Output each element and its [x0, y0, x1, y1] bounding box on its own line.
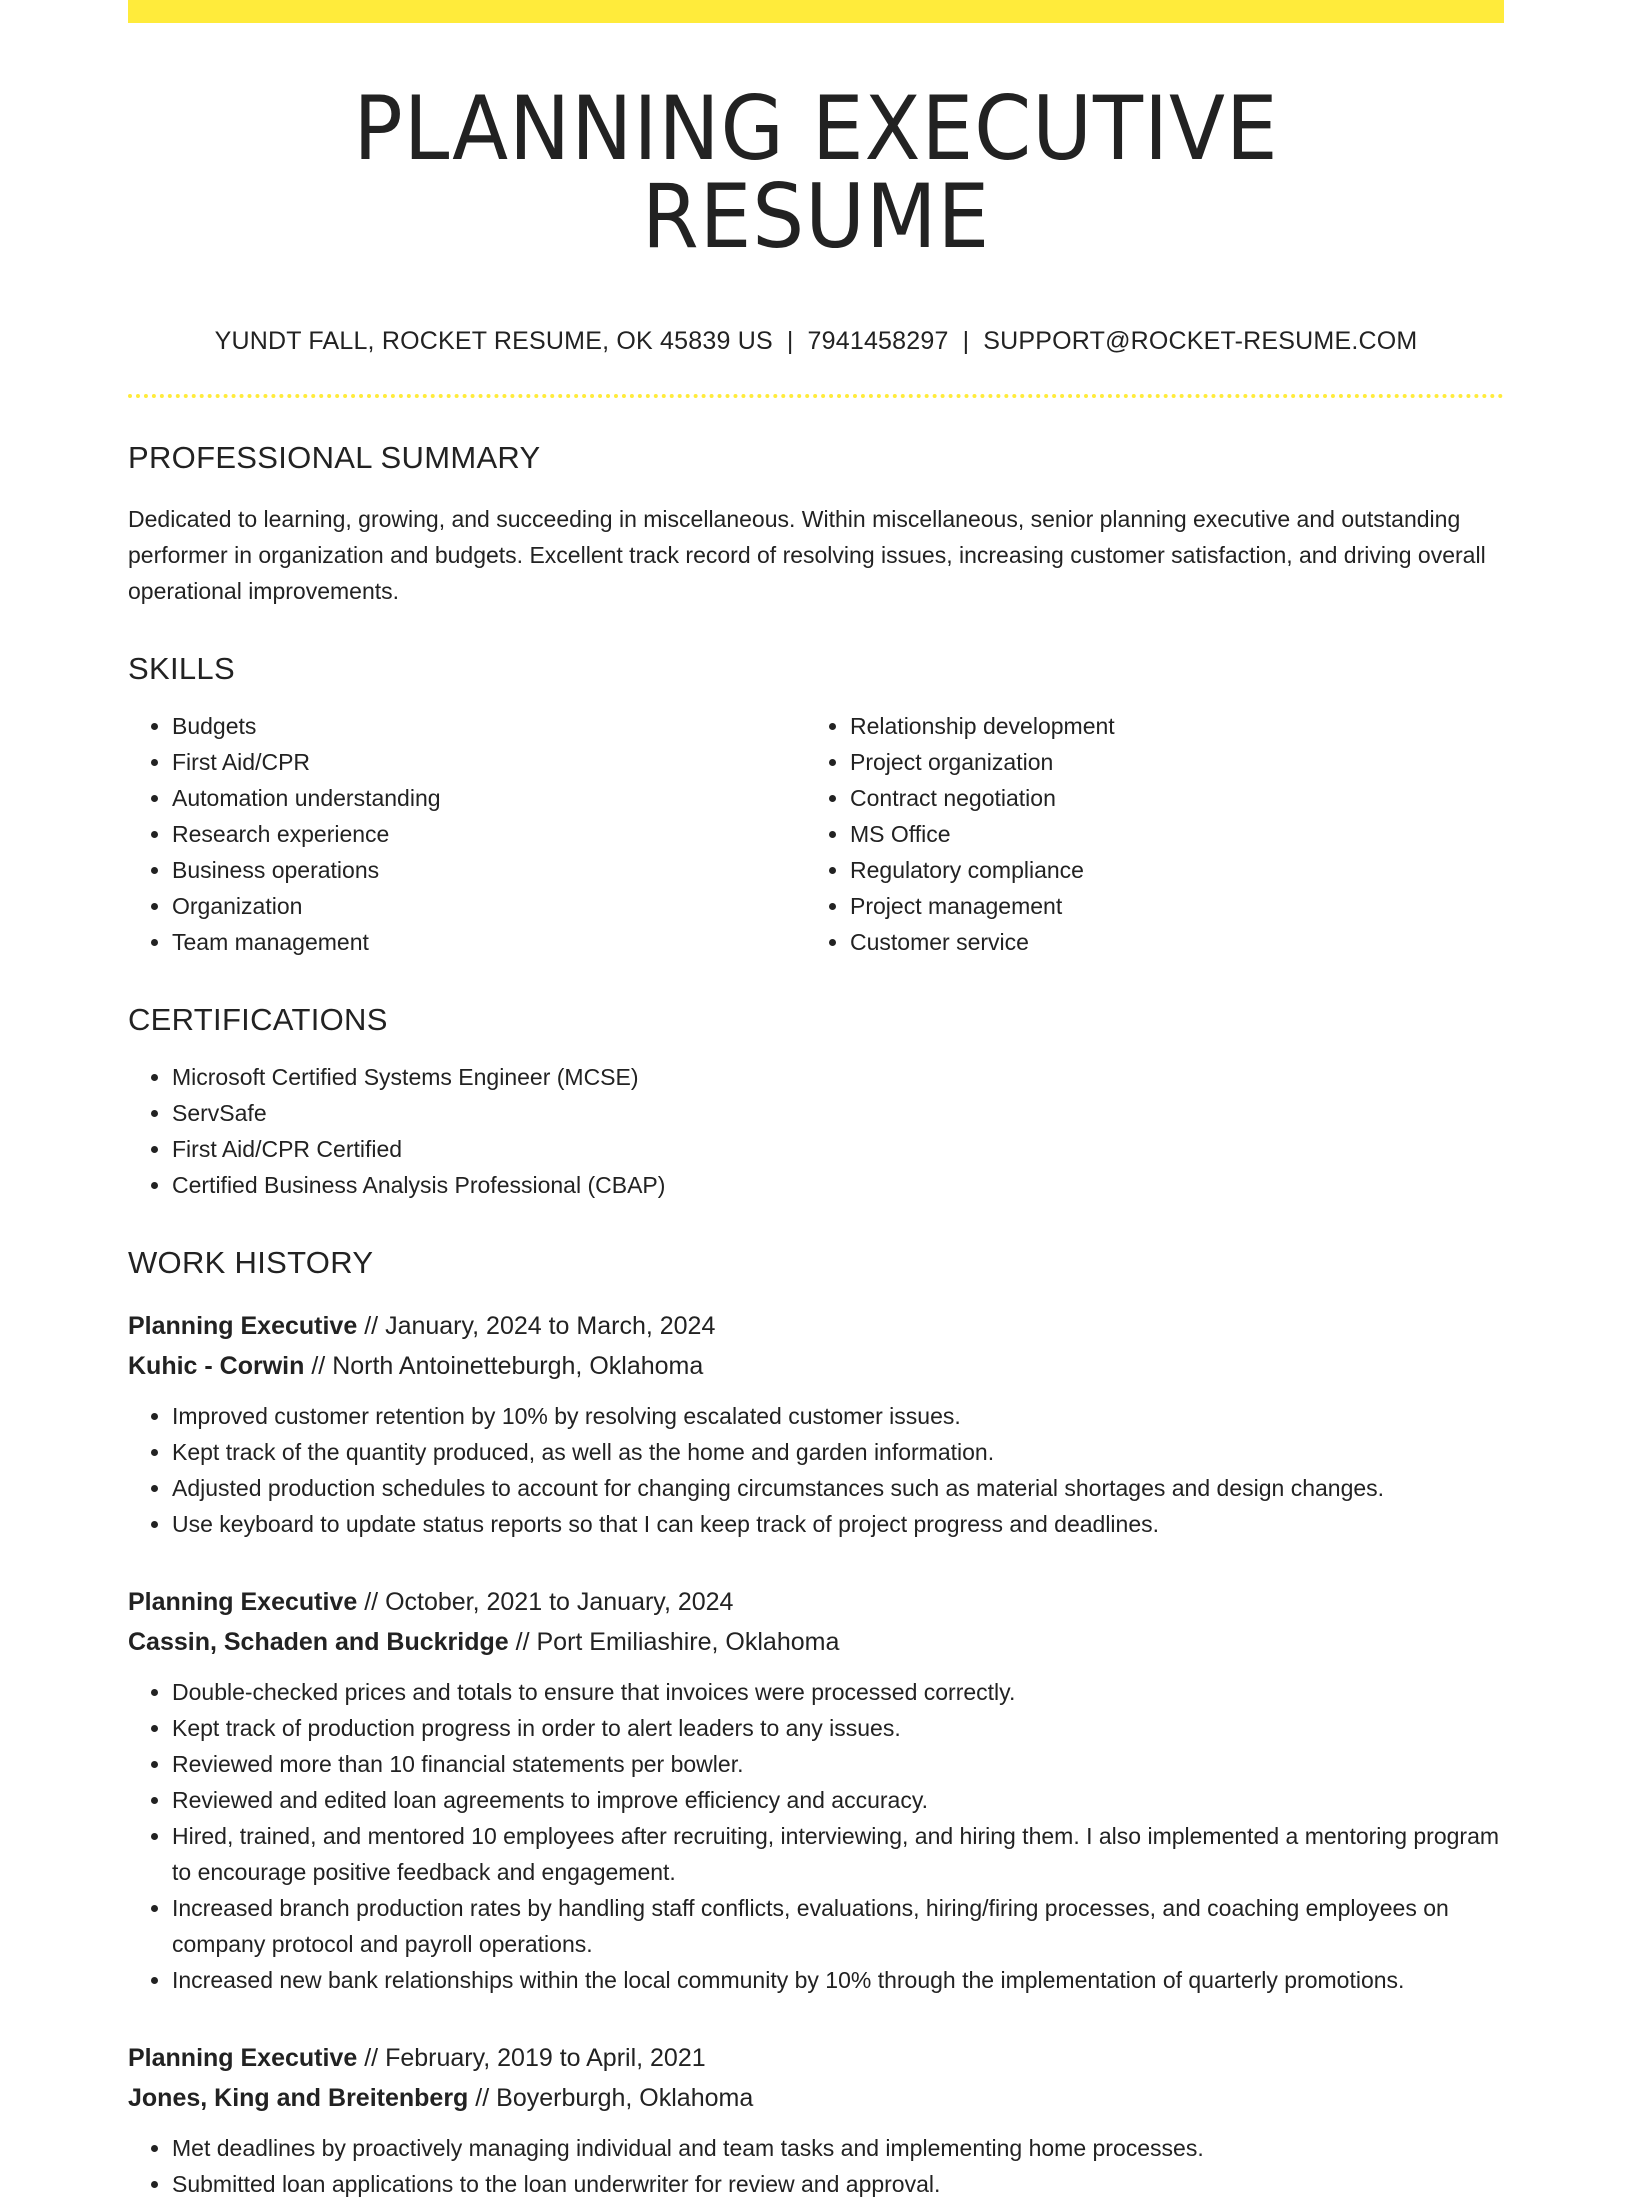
- list-item: • Business operations: [172, 852, 806, 888]
- skills-list: [128, 708, 1504, 960]
- list-item: • ServSafe: [172, 1095, 1504, 1131]
- top-accent-bar: [128, 0, 1504, 23]
- list-item: • Relationship development: [850, 708, 1484, 744]
- list-item: • Customer service: [850, 924, 1484, 960]
- list-item: • Team management: [172, 924, 806, 960]
- contact-phone[interactable]: 7941458297: [807, 327, 949, 355]
- resume-page: [128, 0, 1504, 2202]
- list-item: • Use keyboard to update status reports so that I can keep track of project progress and deadlines.: [172, 1506, 1504, 1542]
- list-item: • MS Office: [850, 816, 1484, 852]
- job-bullets: [128, 1398, 1504, 1542]
- job-bullets: [128, 2130, 1504, 2202]
- contact-separator: |: [962, 327, 970, 355]
- list-item: • Hired, trained, and mentored 10 employees after recruiting, interviewing, and hiring them. I also implemented a mentoring program to encourage positive feedback and engagement.: [172, 1818, 1504, 1890]
- list-item: • First Aid/CPR: [172, 744, 806, 780]
- certifications-heading: CERTIFICATIONS: [128, 1002, 388, 1037]
- skills-column-left: [128, 708, 806, 960]
- contact-separator: |: [786, 327, 794, 355]
- list-item: • Project management: [850, 888, 1484, 924]
- summary-heading: PROFESSIONAL SUMMARY: [128, 440, 541, 475]
- job-dates: January, 2024 to March, 2024: [385, 1312, 716, 1340]
- list-item: • Submitted loan applications to the loan underwriter for review and approval.: [172, 2166, 1504, 2202]
- list-item: • Kept track of the quantity produced, as well as the home and garden information.: [172, 1434, 1504, 1470]
- job-company-line: [128, 1346, 1504, 1386]
- job-dates: February, 2019 to April, 2021: [385, 2044, 706, 2072]
- dotted-divider: [128, 394, 1504, 398]
- list-item: • Reviewed more than 10 financial statements per bowler.: [172, 1746, 1504, 1782]
- list-item: • Increased new bank relationships within the local community by 10% through the implementation of quarterly promotions.: [172, 1962, 1504, 1998]
- job-role: Planning Executive: [128, 2044, 358, 2072]
- list-item: • Increased branch production rates by handling staff conflicts, evaluations, hiring/firing processes, and coaching employees on company protocol and payroll operations.: [172, 1890, 1504, 1962]
- job-entry: [128, 1306, 1504, 1542]
- job-entry: [128, 1582, 1504, 1998]
- list-item: • Adjusted production schedules to account for changing circumstances such as material shortages and design changes.: [172, 1470, 1504, 1506]
- job-separator: //: [475, 2084, 490, 2112]
- work-history-heading: WORK HISTORY: [128, 1245, 374, 1280]
- contact-address: YUNDT FALL, ROCKET RESUME, OK 45839 US: [214, 327, 773, 355]
- page-title: PLANNING EXECUTIVE RESUME: [353, 77, 1279, 268]
- list-item: • Reviewed and edited loan agreements to improve efficiency and accuracy.: [172, 1782, 1504, 1818]
- job-company: Kuhic - Corwin: [128, 1352, 305, 1380]
- job-title-line: [128, 1306, 1504, 1346]
- job-separator: //: [311, 1352, 326, 1380]
- list-item: • Contract negotiation: [850, 780, 1484, 816]
- job-entry: [128, 2038, 1504, 2202]
- skills-column-right: [806, 708, 1484, 960]
- list-item: • Improved customer retention by 10% by resolving escalated customer issues.: [172, 1398, 1504, 1434]
- summary-text: Dedicated to learning, growing, and succeeding in miscellaneous. Within miscellaneous, senior planning executive and outstanding performer in organization and budgets. Excellent track record of resolving issues, increasing customer satisfaction, and driving overall operational improvements.: [128, 506, 1486, 604]
- skills-heading: SKILLS: [128, 651, 235, 686]
- job-separator: //: [364, 1588, 379, 1616]
- list-item: • Regulatory compliance: [850, 852, 1484, 888]
- list-item: • First Aid/CPR Certified: [172, 1131, 1504, 1167]
- job-title-line: [128, 2038, 1504, 2078]
- job-location: Port Emiliashire, Oklahoma: [536, 1628, 840, 1656]
- job-role: Planning Executive: [128, 1588, 358, 1616]
- list-item: • Project organization: [850, 744, 1484, 780]
- certifications-list: [128, 1059, 1504, 1203]
- job-bullets: [128, 1674, 1504, 1998]
- contact-email[interactable]: SUPPORT@ROCKET-RESUME.COM: [983, 327, 1418, 355]
- job-location: North Antoinetteburgh, Oklahoma: [332, 1352, 704, 1380]
- contact-line: [128, 327, 1504, 356]
- list-item: • Organization: [172, 888, 806, 924]
- list-item: • Certified Business Analysis Professional (CBAP): [172, 1167, 1504, 1203]
- list-item: • Research experience: [172, 816, 806, 852]
- job-company: Cassin, Schaden and Buckridge: [128, 1628, 509, 1656]
- job-title-line: [128, 1582, 1504, 1622]
- list-item: • Met deadlines by proactively managing individual and team tasks and implementing home processes.: [172, 2130, 1504, 2166]
- list-item: • Microsoft Certified Systems Engineer (MCSE): [172, 1059, 1504, 1095]
- list-item: • Automation understanding: [172, 780, 806, 816]
- job-company-line: [128, 2078, 1504, 2118]
- job-company-line: [128, 1622, 1504, 1662]
- job-role: Planning Executive: [128, 1312, 358, 1340]
- list-item: • Budgets: [172, 708, 806, 744]
- job-company: Jones, King and Breitenberg: [128, 2084, 469, 2112]
- job-separator: //: [364, 2044, 379, 2072]
- list-item: • Double-checked prices and totals to ensure that invoices were processed correctly.: [172, 1674, 1504, 1710]
- job-separator: //: [515, 1628, 530, 1656]
- job-location: Boyerburgh, Oklahoma: [496, 2084, 754, 2112]
- list-item: • Kept track of production progress in order to alert leaders to any issues.: [172, 1710, 1504, 1746]
- job-dates: October, 2021 to January, 2024: [385, 1588, 734, 1616]
- job-separator: //: [364, 1312, 379, 1340]
